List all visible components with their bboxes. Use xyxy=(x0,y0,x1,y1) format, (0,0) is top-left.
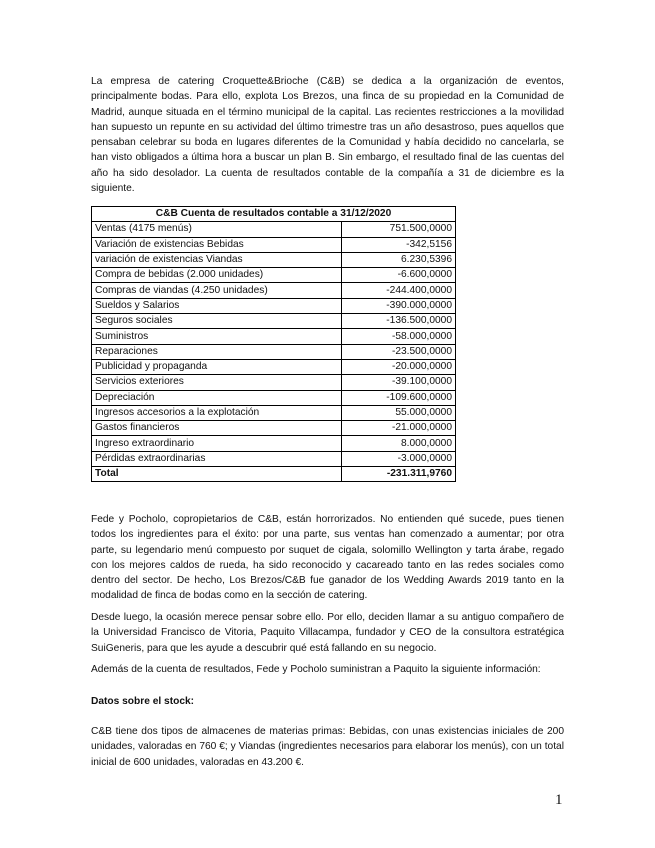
row-label: Ingresos accesorios a la explotación xyxy=(92,405,342,420)
table-row xyxy=(92,283,456,298)
row-label: Reparaciones xyxy=(92,344,342,359)
row-label: Gastos financieros xyxy=(92,421,342,436)
table-row xyxy=(92,268,456,283)
table-row xyxy=(92,237,456,252)
row-label: Variación de existencias Bebidas xyxy=(92,237,342,252)
row-value: -21.000,0000 xyxy=(342,421,456,436)
table-row xyxy=(92,298,456,313)
table-row xyxy=(92,252,456,267)
row-value: -136.500,0000 xyxy=(342,314,456,329)
stock-paragraph: C&B tiene dos tipos de almacenes de materias primas: Bebidas, con unas existencias iniciales de 200 unidades, valoradas en 760 €; y Viandas (ingredientes necesarios para elaborar los menús), con un total inicial de 600 unidades, valoradas en 43.200 €. xyxy=(91,726,564,768)
row-value: -109.600,0000 xyxy=(342,390,456,405)
owners-paragraph: Fede y Pocholo, copropietarios de C&B, están horrorizados. No entienden qué sucede, pues tienen todos los ingredientes para el éxito: por una parte, sus ventas han comenzado a aumentar; por otra parte, su legendario menú compuesto por suquet de cigala, solomillo Wellington y tarta árabe, regado con los mejores caldos de rueda, ha sido reconocido y cacareado tanto en las redes sociales como dentro del sector. De hecho, Los Brezos/C&B fue ganador de los Wedding Awards 2019 tanto en la modalidad de finca de bodas como en la sección de catering. xyxy=(91,514,564,602)
table-row xyxy=(92,405,456,420)
row-label: Publicidad y propaganda xyxy=(92,359,342,374)
info-paragraph: Además de la cuenta de resultados, Fede y Pocholo suministran a Paquito la siguiente información: xyxy=(91,664,541,675)
row-label: Sueldos y Salarios xyxy=(92,298,342,313)
row-label: Depreciación xyxy=(92,390,342,405)
table-row xyxy=(92,390,456,405)
row-value: -6.600,0000 xyxy=(342,268,456,283)
intro-paragraph: La empresa de catering Croquette&Brioche (C&B) se dedica a la organización de eventos, principalmente bodas. Para ello, explota Los Brezos, una finca de su propiedad en la Comunidad de Madrid, aunque situada en el término municipal de la capital. Las recientes restricciones a la movilidad han supuesto un repunte en su actividad del último trimestre tras un año desastroso, pues aquellos que pensaban celebrar su boda en lugares diferentes de la Comunidad y había decidido no cancelarla, se han visto obligados a última hora a buscar un plan B. Sin embargo, el resultado final de las cuentas del año ha sido desolador. La cuenta de resultados contable de la compañía a 31 de diciembre es la siguiente. xyxy=(91,76,564,195)
row-value: -23.500,0000 xyxy=(342,344,456,359)
table-total-row xyxy=(92,467,456,482)
table-header-row xyxy=(92,207,456,222)
table-row xyxy=(92,314,456,329)
row-label: Pérdidas extraordinarias xyxy=(92,451,342,466)
table-row xyxy=(92,451,456,466)
row-label: variación de existencias Viandas xyxy=(92,252,342,267)
table-body xyxy=(92,222,456,482)
row-value: -342,5156 xyxy=(342,237,456,252)
row-value: -390.000,0000 xyxy=(342,298,456,313)
table-row xyxy=(92,421,456,436)
row-label: Ventas (4175 menús) xyxy=(92,222,342,237)
row-label: Total xyxy=(92,467,342,482)
income-statement-table xyxy=(91,206,456,482)
row-value: -244.400,0000 xyxy=(342,283,456,298)
table-row xyxy=(92,375,456,390)
row-value: 8.000,0000 xyxy=(342,436,456,451)
row-value: 751.500,0000 xyxy=(342,222,456,237)
table-title: C&B Cuenta de resultados contable a 31/12/2020 xyxy=(92,207,456,222)
row-label: Suministros xyxy=(92,329,342,344)
row-label: Seguros sociales xyxy=(92,314,342,329)
page-number: 1 xyxy=(555,792,563,808)
row-label: Compras de viandas (4.250 unidades) xyxy=(92,283,342,298)
row-value: 6.230,5396 xyxy=(342,252,456,267)
table-row xyxy=(92,344,456,359)
table-row xyxy=(92,222,456,237)
row-value: -58.000,0000 xyxy=(342,329,456,344)
row-value: -231.311,9760 xyxy=(342,467,456,482)
row-value: 55.000,0000 xyxy=(342,405,456,420)
row-value: -20.000,0000 xyxy=(342,359,456,374)
table-row xyxy=(92,359,456,374)
row-label: Servicios exteriores xyxy=(92,375,342,390)
row-label: Compra de bebidas (2.000 unidades) xyxy=(92,268,342,283)
stock-heading: Datos sobre el stock: xyxy=(91,696,195,707)
row-value: -39.100,0000 xyxy=(342,375,456,390)
table-row xyxy=(92,329,456,344)
table-row xyxy=(92,436,456,451)
consultant-paragraph: Desde luego, la ocasión merece pensar sobre ello. Por ello, deciden llamar a su antiguo compañero de la Universidad Francisco de Vitoria, Paquito Villacampa, fundador y CEO de la consultora estratégica SuiGeneris, para que les ayude a descubrir qué está fallando en su negocio. xyxy=(91,612,564,654)
row-label: Ingreso extraordinario xyxy=(92,436,342,451)
row-value: -3.000,0000 xyxy=(342,451,456,466)
